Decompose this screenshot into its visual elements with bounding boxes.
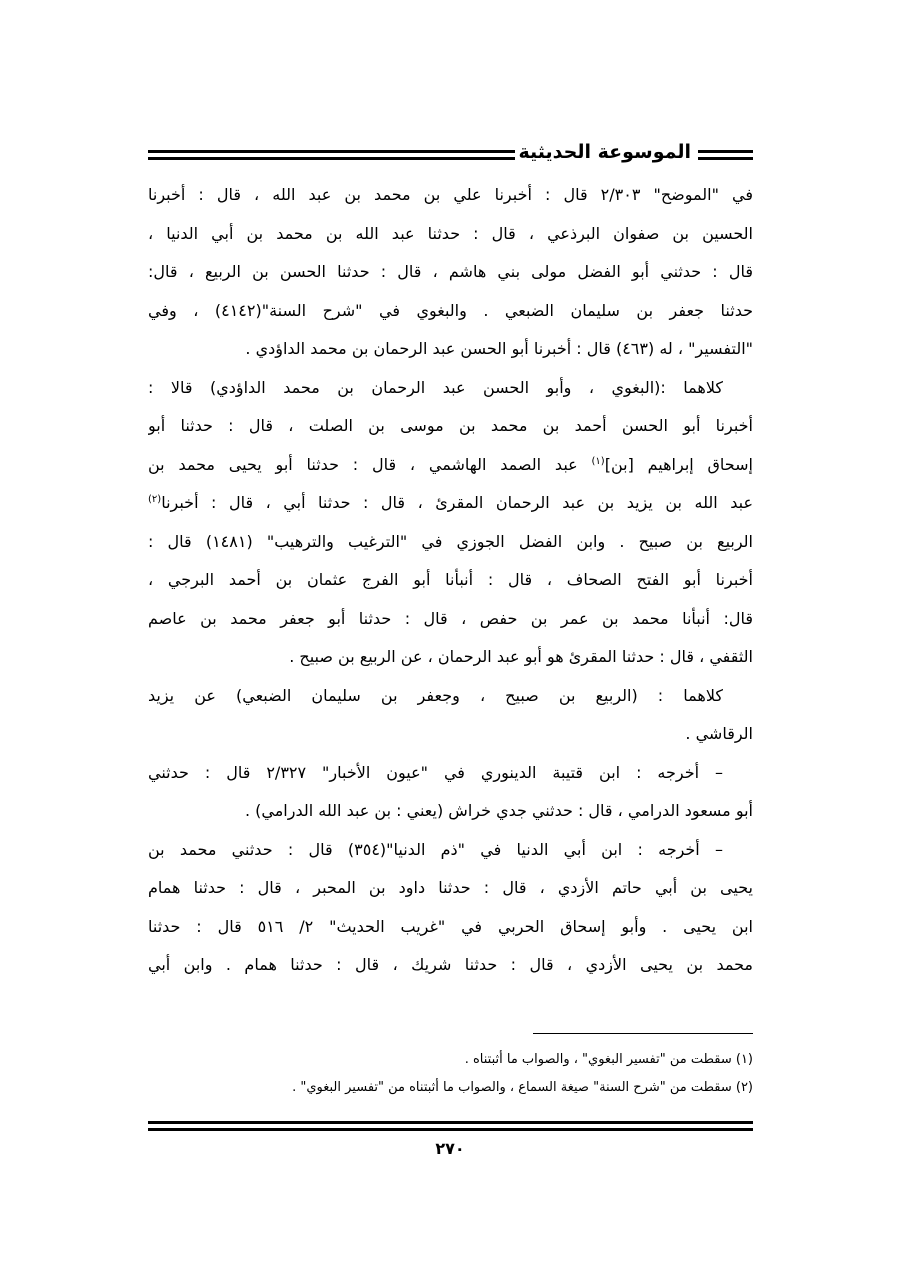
text-span: عبد الصمد الهاشمي ، قال : حدثنا أبو يحيى محمد بن	[148, 454, 578, 474]
text-line: ابن يحيى . وأبو إسحاق الحربي في "غريب الحديث" ٢/ ٥١٦ قال : حدثنا	[148, 916, 753, 936]
text-line: قال : حدثني أبو الفضل مولى بني هاشم ، قال : حدثنا الحسن بن الربيع ، قال:	[148, 262, 753, 281]
text-line: كلاهما : (الربيع بن صبيح ، وجعفر بن سليمان الضبعي) عن يزيد	[148, 685, 723, 705]
text-span: إسحاق إبراهيم [بن]	[604, 454, 753, 474]
footnote-1: (١) سقطت من "تفسير البغوي" ، والصواب ما أثبتناه .	[464, 1052, 753, 1067]
text-line: حدثنا جعفر بن سليمان الضبعي . والبغوي في "شرح السنة"(٤١٤٢) ، وفي	[148, 300, 753, 320]
text-line: يحيى بن أبي حاتم الأزدي ، قال : حدثنا داود بن المحبر ، قال : حدثنا همام	[148, 878, 753, 897]
text-line: – أخرجه : ابن قتيبة الدينوري في "عيون الأخبار" ٢/٣٢٧ قال : حدثني	[148, 762, 724, 782]
text-span: عبد الله بن يزيد بن عبد الرحمان المقرئ ، قال : حدثنا أبي ، قال : أخبرنا	[161, 493, 753, 512]
footer-rule	[148, 1128, 753, 1131]
running-header	[148, 137, 753, 167]
text-line: أخبرنا أبو الحسن أحمد بن محمد بن موسى بن الصلت ، قال : حدثنا أبو	[148, 416, 753, 435]
text-line: – أخرجه : ابن أبي الدنيا في "ذم الدنيا"(٣٥٤) قال : حدثني محمد بن	[148, 839, 724, 859]
page-number: ٢٧٠	[435, 1139, 465, 1158]
header-rule	[148, 157, 515, 160]
text-line: أبو مسعود الدرامي ، قال : حدثني جدي خراش (يعني : بن عبد الله الدرامي) .	[244, 801, 753, 820]
body-text	[148, 176, 753, 985]
text-line: الثقفي ، قال : حدثنا المقرئ هو أبو عبد الرحمان ، عن الربيع بن صبيح .	[289, 647, 753, 666]
header-rule	[148, 150, 515, 153]
header-rule	[698, 150, 753, 153]
text-line: في "الموضح" ٢/٣٠٣ قال : أخبرنا علي بن محمد بن عبد الله ، قال : أخبرنا	[148, 185, 753, 204]
footnotes	[148, 1046, 753, 1102]
text-line-with-footnote	[148, 446, 753, 485]
text-line: الحسين بن صفوان البرذعي ، قال : حدثنا عبد الله بن محمد بن أبي الدنيا ،	[148, 223, 753, 243]
text-line: الرقاشي .	[685, 724, 753, 743]
text-line: كلاهما :(البغوي ، وأبو الحسن عبد الرحمان بن محمد الداؤدي) قالا :	[148, 377, 723, 397]
footnote-separator	[533, 1033, 753, 1034]
header-rule	[698, 157, 753, 160]
text-line-with-footnote	[148, 484, 753, 523]
footnote-marker-1: (١)	[591, 455, 605, 467]
text-line: قال: أنبأنا محمد بن عمر بن حفص ، قال : حدثنا أبو جعفر محمد بن عاصم	[148, 608, 753, 628]
footnote-2: (٢) سقطت من "شرح السنة" صيغة السماع ، والصواب ما أثبتناه من "تفسير البغوي" .	[292, 1080, 753, 1095]
text-line: "التفسير" ، له (٤٦٣) قال : أخبرنا أبو الحسن عبد الرحمان بن محمد الداؤدي .	[245, 339, 753, 358]
footer-rule	[148, 1121, 753, 1124]
header-title: الموسوعة الحديثية	[518, 141, 691, 163]
text-line: محمد بن يحيى الأزدي ، قال : حدثنا شريك ، قال : حدثنا همام . وابن أبي	[148, 955, 753, 974]
text-line: الربيع بن صبيح . وابن الفضل الجوزي في "الترغيب والترهيب" (١٤٨١) قال :	[148, 531, 753, 551]
footnote-marker-2: (٢)	[148, 494, 162, 505]
text-line: أخبرنا أبو الفتح الصحاف ، قال : أنبأنا أبو الفرج عثمان بن أحمد البرجي ،	[148, 570, 753, 589]
